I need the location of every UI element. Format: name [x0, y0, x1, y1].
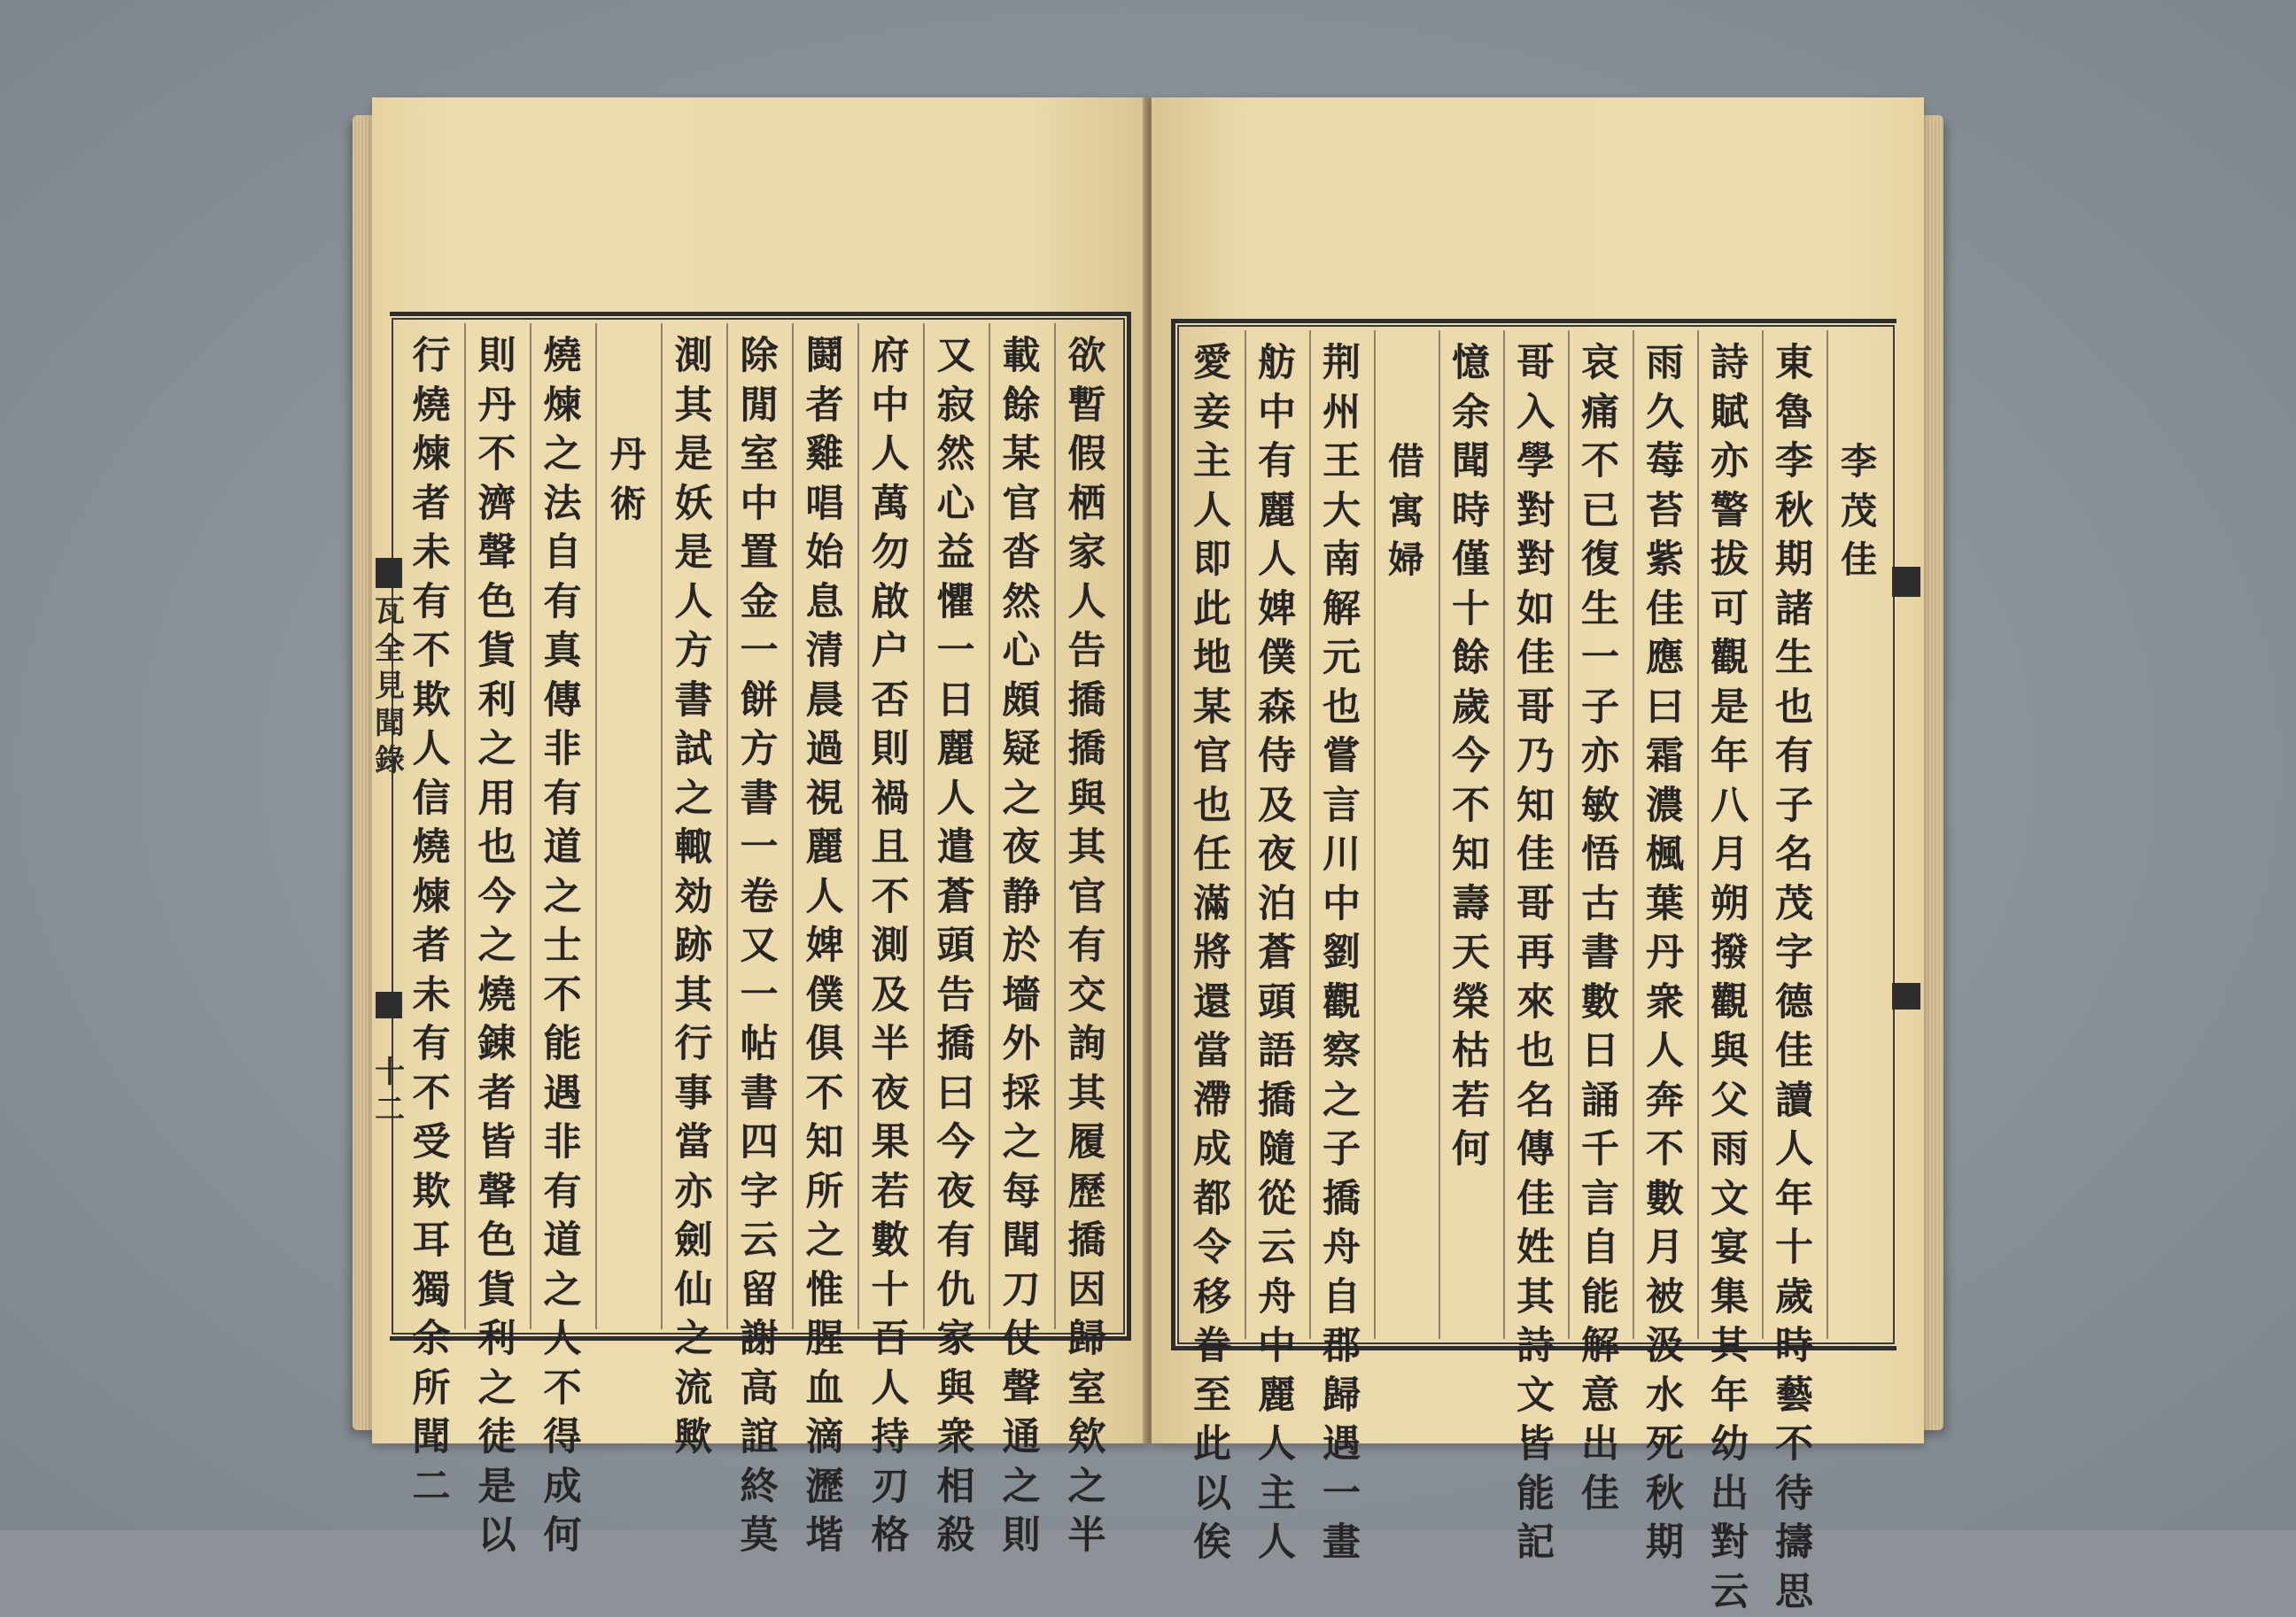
- banxin-black-block-right-top: [1892, 567, 1920, 597]
- right-page-frame: [1171, 319, 1897, 1614]
- right-page-column-rule: [1827, 330, 1828, 1339]
- right-page-column-10: 愛 妾 主 人 即 此 地 某 官 也 任 滿 將 還 當 滯 成 都 令 移 眷 至 此 以 俟: [1193, 341, 1231, 1565]
- right-page-column-rule: [1503, 330, 1505, 1339]
- left-page-column-rule: [989, 323, 990, 1329]
- left-page-column-2: 又 寂 然 心 益 懼 一 日 麗 人 遣 蒼 頭 告 撟 曰 今 夜 有 仇 家 與 衆 相 殺: [936, 334, 975, 1558]
- banxin-black-block-top: [376, 558, 402, 588]
- right-page-column-rule: [1245, 330, 1246, 1339]
- left-page-column-rule: [923, 323, 925, 1329]
- banxin-black-block-right-bottom: [1892, 983, 1920, 1010]
- left-page-column-1: 載 餘 某 官 沓 然 心 頗 疑 之 夜 静 於 墻 外 採 之 每 聞 刀 仗 聲 通 之 則: [1002, 334, 1041, 1558]
- left-page-column-3: 府 中 人 萬 勿 啟 户 否 則 禍 且 不 測 及 半 夜 果 若 數 十 百 人 持 刃 格: [871, 334, 910, 1558]
- banxin-page-number: 十 二: [375, 1055, 405, 1127]
- right-page-column-2: 詩 賦 亦 警 拔 可 觀 是 年 八 月 朔 撥 觀 與 父 雨 文 宴 集 其 年 幼 出 對 云: [1710, 341, 1749, 1614]
- right-page-column-7: 借 寓 婦: [1388, 440, 1424, 581]
- left-page-column-rule: [595, 323, 597, 1329]
- right-page-column-5: 哥 入 學 對 對 如 佳 哥 乃 知 佳 哥 再 來 也 名 傳 佳 姓 其 詩 文 皆 能 記: [1516, 341, 1555, 1565]
- left-page-column-10: 行 燒 煉 者 未 有 不 欺 人 信 燒 煉 者 未 有 不 受 欺 耳 獨 余 所 聞 二: [412, 334, 451, 1509]
- right-page-column-0: 李 茂 佳: [1841, 440, 1877, 581]
- left-page-column-7: 丹 術: [609, 433, 647, 525]
- left-page-column-6: 測 其 是 妖 是 人 方 書 試 之 輙 効 跡 其 行 事 當 亦 劍 仙 之 流 歟: [674, 334, 713, 1459]
- right-page-column-rule: [1439, 330, 1440, 1339]
- right-page-column-rule: [1762, 330, 1764, 1339]
- left-page-column-8: 燒 煉 之 法 自 有 真 傳 非 有 道 之 士 不 能 遇 非 有 道 之 人 不 得 成 何: [543, 334, 582, 1558]
- right-page-column-rule: [1309, 330, 1311, 1339]
- open-book: [353, 97, 1943, 1614]
- left-page-frame: [390, 312, 1131, 1558]
- right-page-column-8: 荆 州 王 大 南 解 元 也 嘗 言 川 中 劉 觀 察 之 子 撟 舟 自 郡 歸 遇 一 畫: [1323, 341, 1361, 1565]
- left-page-column-rule: [726, 323, 728, 1329]
- right-page-column-3: 雨 久 莓 苔 紫 佳 應 曰 霜 濃 楓 葉 丹 衆 人 奔 不 數 月 被 汲 水 死 秋 期: [1646, 341, 1684, 1565]
- left-page-column-rule: [792, 323, 794, 1329]
- left-page-column-5: 除 閒 室 中 置 金 一 餅 方 書 一 卷 又 一 帖 書 四 字 云 留 謝 高 誼 終 莫: [740, 334, 779, 1558]
- right-page: [1152, 97, 1924, 1614]
- right-page-column-6: 憶 余 聞 時 僅 十 餘 歲 今 不 知 壽 天 榮 枯 若 何: [1452, 341, 1490, 1172]
- left-page-column-0: 欲 暫 假 栖 家 人 告 撟 撟 與 其 官 有 交 詢 其 履 歷 撟 因 歸 室 欸 之 半: [1067, 334, 1106, 1558]
- banxin-black-block-bottom: [376, 992, 402, 1018]
- banxin-title: 瓦 全 見 聞 錄: [375, 594, 405, 778]
- left-page-column-4: 鬪 者 雞 唱 始 息 清 晨 過 視 麗 人 婢 僕 俱 不 知 所 之 惟 腥 血 滴 瀝 堦: [805, 334, 844, 1558]
- right-page-column-rule: [1633, 330, 1634, 1339]
- left-page: [372, 97, 1148, 1558]
- right-page-column-9: 舫 中 有 麗 人 婢 僕 森 侍 及 夜 泊 蒼 頭 語 撟 隨 從 云 舟 中 麗 人 主 人: [1258, 341, 1296, 1565]
- left-page-column-rule: [1054, 323, 1056, 1329]
- right-page-column-rule: [1568, 330, 1570, 1339]
- left-page-column-rule: [530, 323, 531, 1329]
- right-page-column-4: 哀 痛 不 已 復 生 一 子 亦 敏 悟 古 書 數 日 誦 千 言 自 能 解 意 出 佳: [1581, 341, 1619, 1516]
- left-page-column-9: 則 丹 不 濟 聲 色 貨 利 之 用 也 今 之 燒 錬 者 皆 聲 色 貨 利 之 徒 是 以: [477, 334, 516, 1558]
- right-page-column-rule: [1374, 330, 1376, 1339]
- left-page-column-rule: [661, 323, 663, 1329]
- left-page-column-rule: [464, 323, 466, 1329]
- right-page-column-1: 東 魯 李 秋 期 諸 生 也 有 子 名 茂 字 德 佳 讀 人 年 十 歲 時 藝 不 待 擣 思: [1775, 341, 1813, 1614]
- right-page-column-rule: [1697, 330, 1699, 1339]
- left-page-column-rule: [857, 323, 859, 1329]
